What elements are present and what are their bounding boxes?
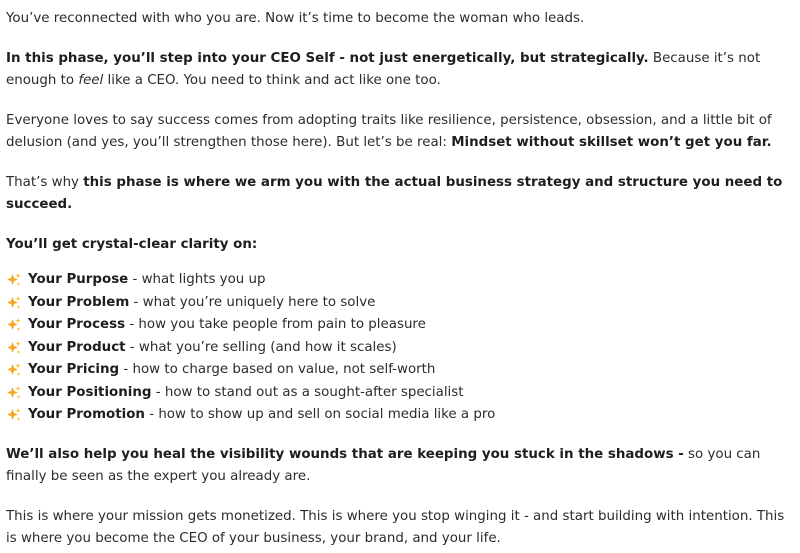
strategy-paragraph — [6, 172, 792, 217]
list-item — [6, 314, 792, 337]
list-item — [6, 337, 792, 360]
list-item-title: Your Positioning — [28, 384, 152, 400]
clarity-list — [6, 269, 792, 427]
sparkles-icon — [6, 362, 22, 378]
list-item-text — [28, 292, 375, 315]
list-item-title: Your Promotion — [28, 407, 145, 422]
strategy-text: That’s why — [6, 174, 84, 190]
list-item — [6, 359, 792, 382]
sparkles-icon — [6, 317, 22, 333]
mindset-paragraph — [6, 110, 792, 155]
list-item-title: Your Pricing — [28, 362, 120, 377]
list-item-description: - how to show up and sell on social media like a pro — [144, 407, 496, 422]
list-item-description: - how to charge based on value, not self-worth — [119, 362, 436, 377]
list-item-description: - what lights you up — [128, 272, 266, 287]
strategy-bold: this phase is where we arm you with the actual business strategy and structure you need to succeed. — [6, 174, 783, 212]
list-item — [6, 382, 792, 405]
mindset-text: Everyone loves to say success comes from adopting traits like resilience, persistence, obsession, and a little bit of delusion (and yes, you’ll strengthen those here). But let’s be real: — [6, 112, 772, 150]
visibility-bold: We’ll also help you heal the visibility wounds that are keeping you stuck in the shadows - — [6, 446, 684, 462]
closing-paragraph: This is where your mission gets monetized. This is where you stop winging it - and start building with intention. This is where you become the CEO of your business, your brand, and your life. — [6, 508, 785, 546]
list-item — [6, 404, 792, 427]
visibility-paragraph — [6, 444, 792, 489]
list-item-title: Your Problem — [28, 294, 130, 310]
list-item-description: - what you’re uniquely here to solve — [129, 294, 376, 310]
list-item-title: Your Process — [28, 317, 126, 332]
list-item-text — [28, 404, 495, 427]
list-item-text — [28, 382, 464, 405]
list-item-text — [28, 269, 266, 292]
feel-italic: feel — [78, 73, 104, 88]
list-item-title: Your Purpose — [28, 272, 129, 287]
sparkles-icon — [6, 272, 22, 288]
intro-paragraph: You’ve reconnected with who you are. Now it’s time to become the woman who leads. — [6, 11, 585, 26]
list-item-text — [28, 337, 397, 360]
list-item — [6, 292, 792, 315]
visibility-text: so you can finally be seen as the expert you already are. — [6, 446, 761, 484]
sparkles-icon — [6, 340, 22, 356]
list-item-description: - how to stand out as a sought-after specialist — [151, 384, 464, 400]
list-item-text — [28, 314, 426, 337]
list-item-description: - what you’re selling (and how it scales) — [125, 339, 397, 355]
list-item-title: Your Product — [28, 339, 126, 355]
clarity-heading-bold: You’ll get crystal-clear clarity on: — [6, 236, 258, 252]
ceo-self-text-a: Because it’s not enough to — [6, 50, 761, 88]
ceo-self-paragraph — [6, 48, 792, 93]
sparkles-icon — [6, 295, 22, 311]
sparkles-icon — [6, 407, 22, 423]
mindset-bold: Mindset without skillset won’t get you far. — [451, 135, 772, 150]
clarity-heading — [6, 234, 792, 257]
ceo-self-text-b: like a CEO. You need to think and act like one too. — [103, 73, 441, 88]
sparkles-icon — [6, 385, 22, 401]
list-item-description: - how you take people from pain to pleasure — [125, 317, 426, 332]
list-item-text — [28, 359, 435, 382]
list-item — [6, 269, 792, 292]
ceo-self-bold: In this phase, you’ll step into your CEO Self - not just energetically, but strategically. — [6, 50, 649, 66]
